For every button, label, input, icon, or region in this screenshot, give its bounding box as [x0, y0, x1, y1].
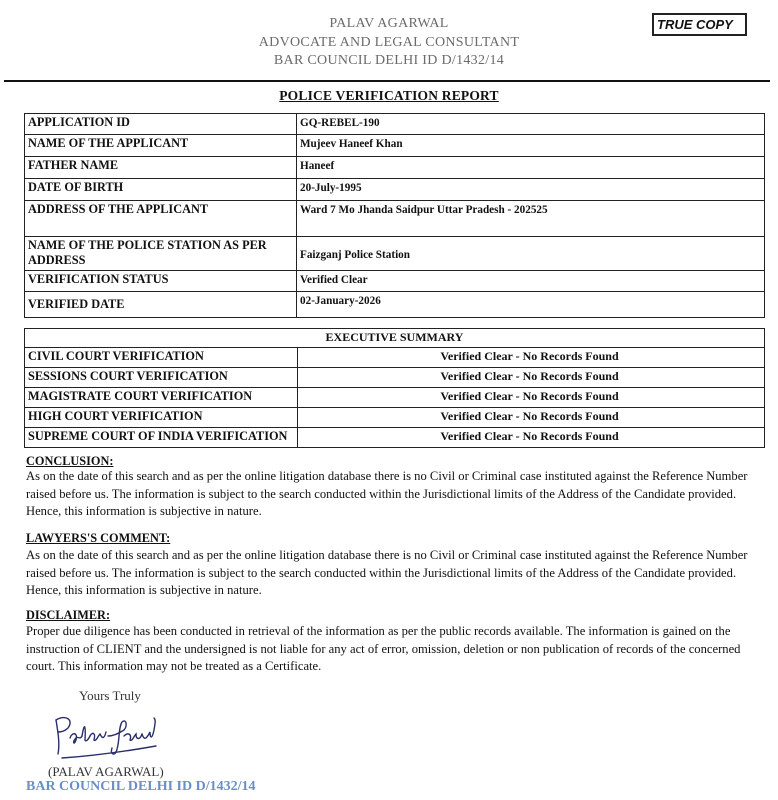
header-divider: [4, 80, 770, 82]
field-label: VERIFICATION STATUS: [25, 271, 297, 292]
field-label: ADDRESS OF THE APPLICANT: [25, 201, 297, 237]
true-copy-stamp: TRUE COPY: [652, 13, 747, 36]
court-status: Verified Clear - No Records Found: [298, 428, 765, 448]
field-value: Ward 7 Mo Jhanda Saidpur Uttar Pradesh - 202525: [297, 201, 765, 237]
applicant-info-table: [24, 113, 765, 318]
field-value: 20-July-1995: [297, 179, 765, 201]
table-row: [25, 292, 765, 318]
field-value: Faizganj Police Station: [297, 237, 765, 271]
court-label: SUPREME COURT OF INDIA VERIFICATION: [25, 428, 298, 448]
lawyers-comment-text: As on the date of this search and as per the online litigation database there is no Civil or Criminal case instituted against the Reference Number raised before us. The information is subject to the search conducted within the Jurisdictional limits of the Address of the Candidate provided. Hence, this information is subjective in nature.: [26, 548, 748, 597]
lawyers-comment-heading: LAWYERS'S COMMENT:: [26, 531, 171, 545]
court-status: Verified Clear - No Records Found: [298, 388, 765, 408]
field-label: APPLICATION ID: [25, 114, 297, 135]
closing-text: Yours Truly: [79, 688, 141, 703]
executive-summary-table: [24, 328, 765, 448]
advocate-bar-id: BAR COUNCIL DELHI ID D/1432/14: [273, 53, 505, 68]
report-title: POLICE VERIFICATION REPORT: [279, 88, 499, 103]
table-row: [25, 348, 765, 368]
table-row: [25, 157, 765, 179]
disclaimer-text: Proper due diligence has been conducted in retrieval of the information as per the public records available. The information is gained on the instruction of CLIENT and the undersigned is not liable for any act of error, omission, deletion or non publication of records of the concerned court. This information may not be treated as a Certificate.: [26, 624, 741, 673]
field-value: 02-January-2026: [297, 292, 765, 318]
field-label: FATHER NAME: [25, 157, 297, 179]
field-value: Verified Clear: [297, 271, 765, 292]
table-row: [25, 408, 765, 428]
court-label: SESSIONS COURT VERIFICATION: [25, 368, 298, 388]
conclusion-text: As on the date of this search and as per the online litigation database there is no Civil or Criminal case instituted against the Reference Number raised before us. The information is subject to the search conducted within the Jurisdictional limits of the Address of the Candidate provided. Hence, this information is subjective in nature.: [26, 469, 748, 518]
field-label: NAME OF THE APPLICANT: [25, 135, 297, 157]
court-label: HIGH COURT VERIFICATION: [25, 408, 298, 428]
handwritten-signature: [52, 712, 162, 767]
table-row: [25, 368, 765, 388]
disclaimer-heading: DISCLAIMER:: [26, 608, 111, 622]
court-status: Verified Clear - No Records Found: [298, 408, 765, 428]
field-label: NAME OF THE POLICE STATION AS PER ADDRESS: [25, 237, 297, 271]
table-row: [25, 135, 765, 157]
court-label: CIVIL COURT VERIFICATION: [25, 348, 298, 368]
field-value: GQ-REBEL-190: [297, 114, 765, 135]
advocate-designation: ADVOCATE AND LEGAL CONSULTANT: [258, 35, 520, 50]
court-status: Verified Clear - No Records Found: [298, 348, 765, 368]
court-status: Verified Clear - No Records Found: [298, 368, 765, 388]
table-row: [25, 201, 765, 237]
conclusion-heading: CONCLUSION:: [26, 454, 114, 468]
signatory-bar-id: BAR COUNCIL DELHI ID D/1432/14: [26, 779, 256, 794]
advocate-name: PALAV AGARWAL: [329, 16, 449, 31]
table-row: [25, 428, 765, 448]
table-row: [25, 271, 765, 292]
field-value: Haneef: [297, 157, 765, 179]
table-header-row: [25, 329, 765, 348]
field-label: VERIFIED DATE: [25, 292, 297, 318]
table-row: [25, 388, 765, 408]
field-label: DATE OF BIRTH: [25, 179, 297, 201]
signatory-name: (PALAV AGARWAL): [48, 764, 164, 779]
table-row: [25, 114, 765, 135]
table-row: [25, 237, 765, 271]
summary-title: EXECUTIVE SUMMARY: [25, 329, 765, 348]
table-row: [25, 179, 765, 201]
field-value: Mujeev Haneef Khan: [297, 135, 765, 157]
court-label: MAGISTRATE COURT VERIFICATION: [25, 388, 298, 408]
